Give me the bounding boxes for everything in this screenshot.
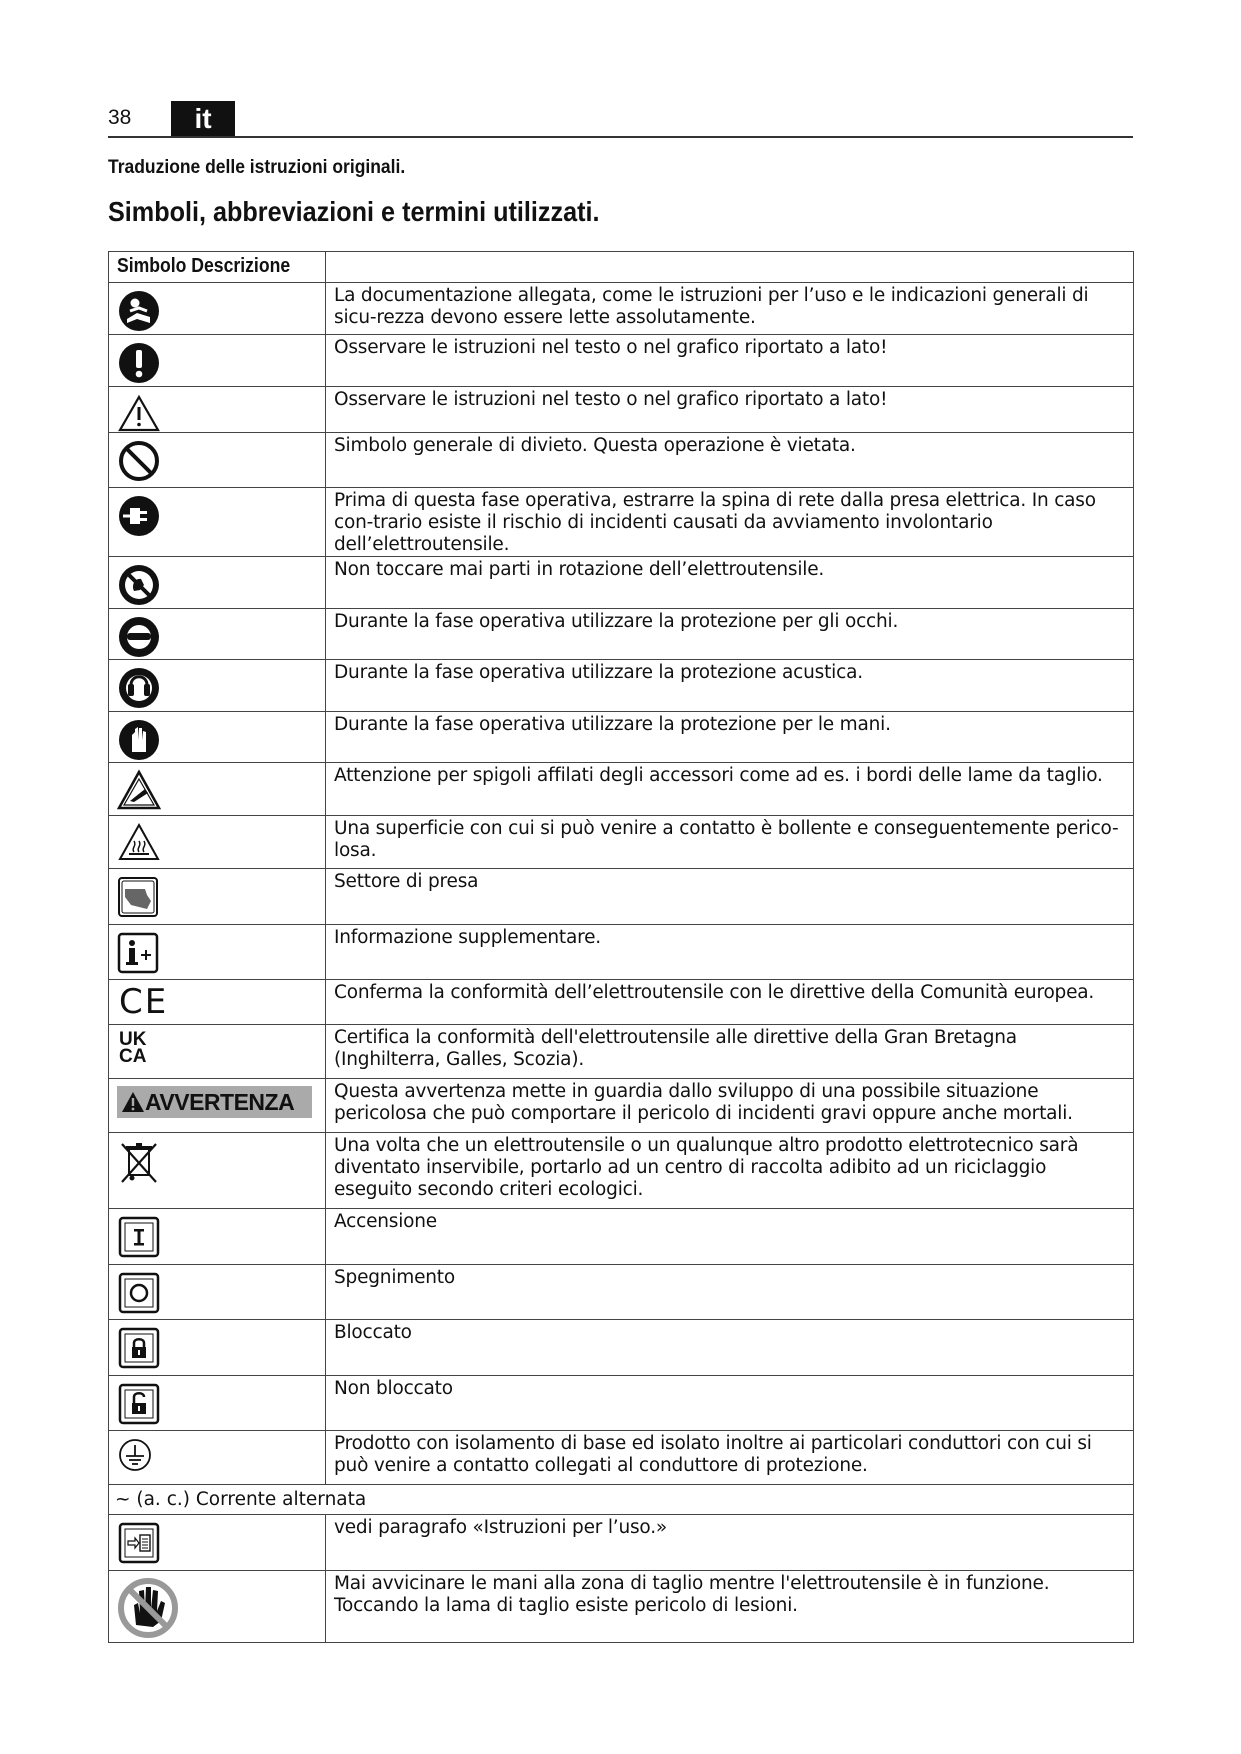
table-cell-description: Prima di questa fase operativa, estrarre la spina di rete dalla presa elettrica. In caso con-trario esiste il rischio di incidenti causati da avviamento involontario dell’elettroutensile. bbox=[326, 488, 1134, 557]
table-row bbox=[109, 816, 1134, 869]
power-off-icon bbox=[117, 1271, 161, 1315]
page-title: Simboli, abbreviazioni e termini utilizzati. bbox=[108, 196, 600, 227]
table-cell-description: Attenzione per spigoli affilati degli accessori come ad es. i bordi delle lame da taglio. bbox=[326, 763, 1134, 816]
table-row bbox=[109, 609, 1134, 660]
table-cell-description: Durante la fase operativa utilizzare la protezione acustica. bbox=[326, 660, 1134, 712]
table-cell-description: vedi paragrafo «Istruzioni per l’uso.» bbox=[326, 1515, 1134, 1571]
ukca-line-1: UK bbox=[119, 1029, 147, 1050]
locked-icon bbox=[117, 1326, 161, 1370]
table-cell-description: Una superficie con cui si può venire a contatto è bollente e conseguentemente perico-losa. bbox=[326, 816, 1134, 869]
table-row bbox=[109, 283, 1134, 335]
hand-protection-icon bbox=[117, 718, 161, 762]
table-row bbox=[109, 1431, 1134, 1485]
avvertenza-badge bbox=[117, 1086, 312, 1118]
table-header-row bbox=[109, 252, 1134, 283]
read-manual-icon bbox=[117, 289, 161, 333]
hot-surface-warning-icon bbox=[117, 822, 161, 862]
table-cell-description: Prodotto con isolamento di base ed isolato inoltre ai particolari conduttori con cui si può venire a contatto collegati al conduttore di protezione. bbox=[326, 1431, 1134, 1485]
table-row bbox=[109, 1133, 1134, 1209]
table-row bbox=[109, 335, 1134, 387]
table-row bbox=[109, 1265, 1134, 1320]
subtitle: Traduzione delle istruzioni originali. bbox=[108, 157, 406, 178]
table-header-label: Simbolo Descrizione bbox=[117, 255, 291, 277]
table-cell-description: Durante la fase operativa utilizzare la protezione per le mani. bbox=[326, 712, 1134, 763]
table-row bbox=[109, 869, 1134, 925]
page-number: 38 bbox=[108, 106, 132, 129]
table-row bbox=[109, 387, 1134, 433]
table-row bbox=[109, 1515, 1134, 1571]
warning-triangle-icon bbox=[121, 1091, 145, 1113]
table-cell-description: Settore di presa bbox=[326, 869, 1134, 925]
table-row bbox=[109, 660, 1134, 712]
no-hands-icon bbox=[117, 1577, 179, 1639]
table-cell-description: Simbolo generale di divieto. Questa operazione è vietata. bbox=[326, 433, 1134, 488]
warning-triangle-icon bbox=[117, 393, 161, 433]
language-badge: it bbox=[171, 101, 235, 137]
unplug-icon bbox=[117, 494, 161, 538]
ukca-mark bbox=[119, 1031, 146, 1065]
table-cell-description: Una volta che un elettroutensile o un qualunque altro prodotto elettrotecnico sarà diventato inservibile, portarlo ad un centro di raccolta adibito ad un riciclaggio eseguito secondo criteri ecologici. bbox=[326, 1133, 1134, 1209]
table-row bbox=[109, 433, 1134, 488]
protective-earth-icon bbox=[117, 1437, 153, 1473]
no-touch-rotating-icon bbox=[117, 563, 161, 607]
table-cell-description: Non bloccato bbox=[326, 1376, 1134, 1431]
table-cell-description: Accensione bbox=[326, 1209, 1134, 1265]
table-cell-description: Spegnimento bbox=[326, 1265, 1134, 1320]
table-cell-description: Bloccato bbox=[326, 1320, 1134, 1376]
table-cell-description: Osservare le istruzioni nel testo o nel grafico riportato a lato! bbox=[326, 387, 1134, 433]
table-row bbox=[109, 488, 1134, 557]
power-on-icon bbox=[117, 1215, 161, 1259]
table-cell-description: Osservare le istruzioni nel testo o nel grafico riportato a lato! bbox=[326, 335, 1134, 387]
table-row bbox=[109, 1320, 1134, 1376]
table-cell-description: Questa avvertenza mette in guardia dallo sviluppo di una possibile situazione pericolosa che può comportare il pericolo di incidenti gravi oppure anche mortali. bbox=[326, 1079, 1134, 1133]
ukca-line-2: CA bbox=[119, 1046, 147, 1067]
grip-area-icon bbox=[117, 875, 161, 919]
info-icon bbox=[117, 931, 161, 975]
weee-bin-icon bbox=[117, 1139, 161, 1185]
table-row bbox=[109, 1571, 1134, 1643]
table-cell-description: Conferma la conformità dell’elettroutensile con le direttive della Comunità europea. bbox=[326, 980, 1134, 1025]
table-cell-description: Durante la fase operativa utilizzare la protezione per gli occhi. bbox=[326, 609, 1134, 660]
unlocked-icon bbox=[117, 1382, 161, 1426]
table-cell-description: Mai avvicinare le mani alla zona di taglio mentre l'elettroutensile è in funzione. Toccando la lama di taglio esiste pericolo di lesioni. bbox=[326, 1571, 1134, 1643]
table-row bbox=[109, 1376, 1134, 1431]
table-cell-description: La documentazione allegata, come le istruzioni per l’uso e le indicazioni generali di sicu-rezza devono essere lette assolutamente. bbox=[326, 283, 1134, 335]
sharp-edge-warning-icon bbox=[117, 769, 161, 811]
ear-protection-icon bbox=[117, 666, 161, 710]
table-row bbox=[109, 763, 1134, 816]
table-cell-description: Non toccare mai parti in rotazione dell’elettroutensile. bbox=[326, 557, 1134, 609]
table-cell-merged: ~ (a. c.) Corrente alternata bbox=[109, 1485, 1134, 1515]
ce-mark: CE bbox=[119, 982, 169, 1022]
table-row bbox=[109, 1079, 1134, 1133]
avvertenza-label: AVVERTENZA bbox=[145, 1089, 295, 1115]
table-row bbox=[109, 1025, 1134, 1079]
table-row bbox=[109, 1485, 1134, 1515]
table-header-empty bbox=[326, 252, 1134, 283]
table-cell-description: Certifica la conformità dell'elettroutensile alle direttive della Gran Bretagna (Inghilterra, Galles, Scozia). bbox=[326, 1025, 1134, 1079]
symbols-table bbox=[108, 251, 1134, 1643]
table-row bbox=[109, 557, 1134, 609]
eye-protection-icon bbox=[117, 615, 161, 659]
table-row bbox=[109, 1209, 1134, 1265]
prohibition-icon bbox=[117, 439, 161, 483]
table-cell-description: Informazione supplementare. bbox=[326, 925, 1134, 980]
exclamation-circle-icon bbox=[117, 341, 161, 385]
table-row bbox=[109, 712, 1134, 763]
table-row bbox=[109, 980, 1134, 1025]
table-header-cell bbox=[109, 252, 326, 283]
header-rule bbox=[108, 136, 1133, 138]
table-row bbox=[109, 925, 1134, 980]
see-manual-icon bbox=[117, 1521, 161, 1565]
